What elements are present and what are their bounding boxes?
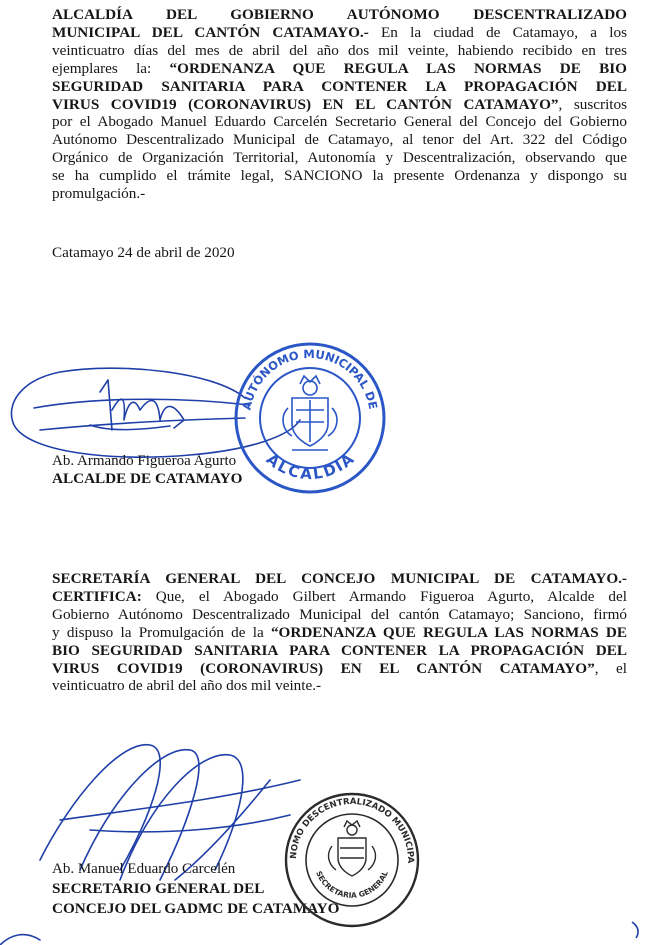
section1-ordinance-title-b: SEGURIDAD SANITARIA PARA CONTENER LA PROPAGACIÓN DEL — [52, 77, 627, 95]
section2-ordinance-title-b: BIO SEGURIDAD SANITARIA PARA CONTENER LA PROPAGACIÓN DEL — [52, 641, 627, 659]
section1-heading-line1: ALCALDÍA DEL GOBIERNO AUTÓNOMO DESCENTRALIZADO — [52, 6, 627, 23]
signature2-title-line2: CONCEJO DEL GADMC DE CATAMAYO — [52, 900, 340, 917]
section1-ordinance-title-a: “ORDENANZA QUE REGULA LAS NORMAS DE BIO — [169, 59, 627, 77]
section1-line8: Autónomo Descentralizado Municipal de Catamayo, al tenor del Art. 322 del Código — [52, 131, 627, 149]
ink-mark — [630, 920, 649, 940]
section1-line6-text: , suscritos — [558, 95, 628, 113]
section1-line11: promulgación.- — [52, 185, 146, 203]
section2-line2: Gobierno Autónomo Descentralizado Municipal del cantón Catamayo; Sanciono, firmó — [52, 605, 627, 623]
place-date: Catamayo 24 de abril de 2020 — [52, 244, 235, 261]
coat-of-arms-icon — [329, 821, 376, 876]
signature1-name: Ab. Armando Figueroa Agurto — [52, 453, 237, 469]
section2-heading: SECRETARÍA GENERAL DEL CONCEJO MUNICIPAL DE CATAMAYO.- — [52, 570, 627, 587]
section1-ordinance-title-c: VIRUS COVID19 (CORONAVIRUS) EN EL CANTÓN CATAMAYO” — [52, 95, 559, 113]
section2-line6: veinticuatro de abril del año dos mil veinte.- — [52, 677, 322, 695]
section2-line3-text: y dispuso la Promulgación de la — [52, 623, 271, 641]
section1-line9: Orgánico de Organización Territorial, Autonomía y Descentralización, observando que — [52, 149, 627, 167]
section1-line3: veinticuatro días del mes de abril del año dos mil veinte, habiendo recibido en tres — [52, 41, 627, 59]
section1-line2-text: En la ciudad de Catamayo, a los — [368, 23, 627, 41]
seal2-inner-text: SECRETARIA GENERAL — [314, 869, 390, 900]
section2-ordinance-title-c: VIRUS COVID19 (CORONAVIRUS) EN EL CANTÓN CATAMAYO” — [52, 659, 595, 677]
seal2-ring-text: GOBIERNO AUTÓNOMO DESCENTRALIZADO MUNICIPAL DE CATAMAYO — [277, 783, 416, 864]
section1-line10: se ha cumplido el trámite legal, SANCIONO la presente Ordenanza y dispongo su — [52, 167, 627, 185]
section1-line4-text: ejemplares la: — [52, 59, 170, 77]
section1-heading-line2: MUNICIPAL DEL CANTÓN CATAMAYO.- — [52, 23, 369, 41]
section2-line1-text: Que, el Abogado Gilbert Armando Figueroa Agurto, Alcalde del — [141, 587, 627, 605]
signature1-title: ALCALDE DE CATAMAYO — [52, 470, 243, 487]
seal1-ring-text: GOBIERNO AUTÓNOMO MUNICIPAL DE CATAMAYO — [224, 327, 381, 416]
signature2-name: Ab. Manuel Eduardo Carcelén — [52, 861, 236, 877]
certifica-label: CERTIFICA: — [52, 587, 142, 605]
seal1-alcaldia-text: ALCALDIA — [262, 450, 358, 484]
signature2-title-line1: SECRETARIO GENERAL DEL — [52, 880, 265, 897]
section2-line5-text: , el — [594, 659, 627, 677]
seal-secretaria — [277, 783, 422, 930]
section2-ordinance-title-a: “ORDENANZA QUE REGULA LAS NORMAS DE — [270, 623, 628, 641]
section1-line7: por el Abogado Manuel Eduardo Carcelén Secretario General del Concejo del Gobierno — [52, 113, 627, 131]
